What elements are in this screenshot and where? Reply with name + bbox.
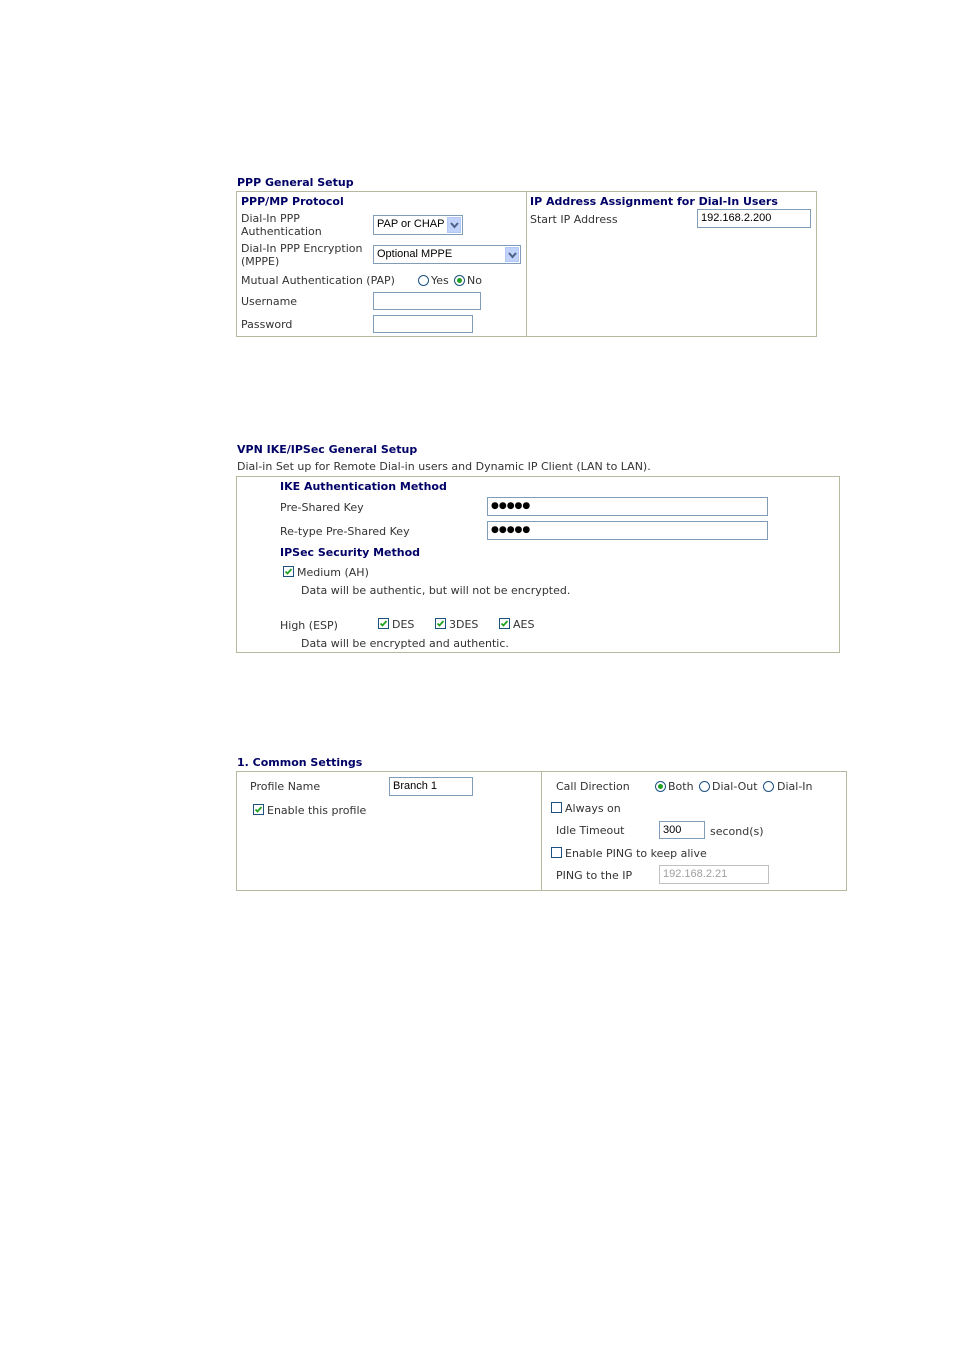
enable-ping-checkbox[interactable]	[551, 847, 562, 858]
vpn-subtitle: Dial-in Set up for Remote Dial-in users and Dynamic IP Client (LAN to LAN).	[237, 460, 651, 473]
start-ip-input[interactable]: 192.168.2.200	[697, 209, 811, 228]
des-checkbox[interactable]	[378, 618, 389, 629]
call-direction-both-label: Both	[668, 780, 694, 793]
common-settings-title: 1. Common Settings	[237, 756, 363, 769]
ppp-section-title: PPP General Setup	[237, 176, 354, 189]
chevron-down-icon	[505, 247, 519, 262]
high-esp-label: High (ESP)	[280, 619, 338, 632]
psk-input[interactable]: ●●●●●	[487, 497, 768, 516]
medium-ah-checkbox[interactable]	[283, 566, 294, 577]
mutual-auth-no-label: No	[467, 274, 482, 287]
ppp-mp-protocol-heading: PPP/MP Protocol	[241, 195, 344, 208]
high-esp-description: Data will be encrypted and authentic.	[301, 637, 509, 650]
check-icon	[379, 619, 388, 628]
always-on-checkbox[interactable]	[551, 802, 562, 813]
des-label: DES	[392, 618, 415, 631]
profile-name-label: Profile Name	[250, 780, 321, 793]
psk-label: Pre-Shared Key	[280, 501, 364, 514]
ip-assignment-heading: IP Address Assignment for Dial-In Users	[530, 195, 778, 208]
retype-psk-label: Re-type Pre-Shared Key	[280, 525, 410, 538]
enable-profile-checkbox[interactable]	[253, 804, 264, 815]
dialin-auth-label: Dial-In PPP Authentication	[241, 212, 322, 238]
enable-profile-label: Enable this profile	[267, 804, 367, 817]
dialin-encryption-label: Dial-In PPP Encryption (MPPE)	[241, 242, 363, 268]
ppp-panel-divider	[526, 191, 527, 337]
chevron-down-icon	[447, 217, 461, 233]
ping-ip-input[interactable]: 192.168.2.21	[659, 865, 769, 884]
dialin-encryption-select[interactable]: Optional MPPE	[373, 245, 521, 264]
mutual-auth-label: Mutual Authentication (PAP)	[241, 274, 395, 287]
check-icon	[436, 619, 445, 628]
idle-timeout-label: Idle Timeout	[556, 824, 625, 837]
check-icon	[254, 805, 263, 814]
seconds-label: second(s)	[710, 825, 764, 838]
mutual-auth-yes-label: Yes	[431, 274, 449, 287]
always-on-label: Always on	[565, 802, 621, 815]
aes-label: AES	[513, 618, 535, 631]
password-input[interactable]	[373, 315, 473, 333]
ipsec-method-heading: IPSec Security Method	[280, 546, 421, 559]
ike-auth-heading: IKE Authentication Method	[280, 480, 447, 493]
start-ip-label: Start IP Address	[530, 213, 618, 226]
password-label: Password	[241, 318, 293, 331]
profile-name-input[interactable]: Branch 1	[389, 777, 473, 796]
common-settings-divider	[541, 771, 542, 891]
call-direction-dialout-radio[interactable]	[699, 781, 710, 792]
mutual-auth-no-radio[interactable]	[454, 275, 465, 286]
check-icon	[500, 619, 509, 628]
dialin-auth-select[interactable]: PAP or CHAP	[373, 215, 463, 235]
3des-checkbox[interactable]	[435, 618, 446, 629]
medium-ah-label: Medium (AH)	[297, 566, 369, 579]
username-input[interactable]	[373, 292, 481, 310]
ping-ip-label: PING to the IP	[556, 869, 633, 882]
medium-ah-description: Data will be authentic, but will not be encrypted.	[301, 584, 571, 597]
call-direction-dialin-radio[interactable]	[763, 781, 774, 792]
aes-checkbox[interactable]	[499, 618, 510, 629]
vpn-section-title: VPN IKE/IPSec General Setup	[237, 443, 418, 456]
call-direction-both-radio[interactable]	[655, 781, 666, 792]
3des-label: 3DES	[449, 618, 479, 631]
enable-ping-label: Enable PING to keep alive	[565, 847, 707, 860]
check-icon	[284, 567, 293, 576]
call-direction-dialin-label: Dial-In	[777, 780, 813, 793]
retype-psk-input[interactable]: ●●●●●	[487, 521, 768, 540]
call-direction-label: Call Direction	[556, 780, 630, 793]
call-direction-dialout-label: Dial-Out	[712, 780, 758, 793]
username-label: Username	[241, 295, 298, 308]
mutual-auth-yes-radio[interactable]	[418, 275, 429, 286]
idle-timeout-input[interactable]: 300	[659, 821, 705, 839]
